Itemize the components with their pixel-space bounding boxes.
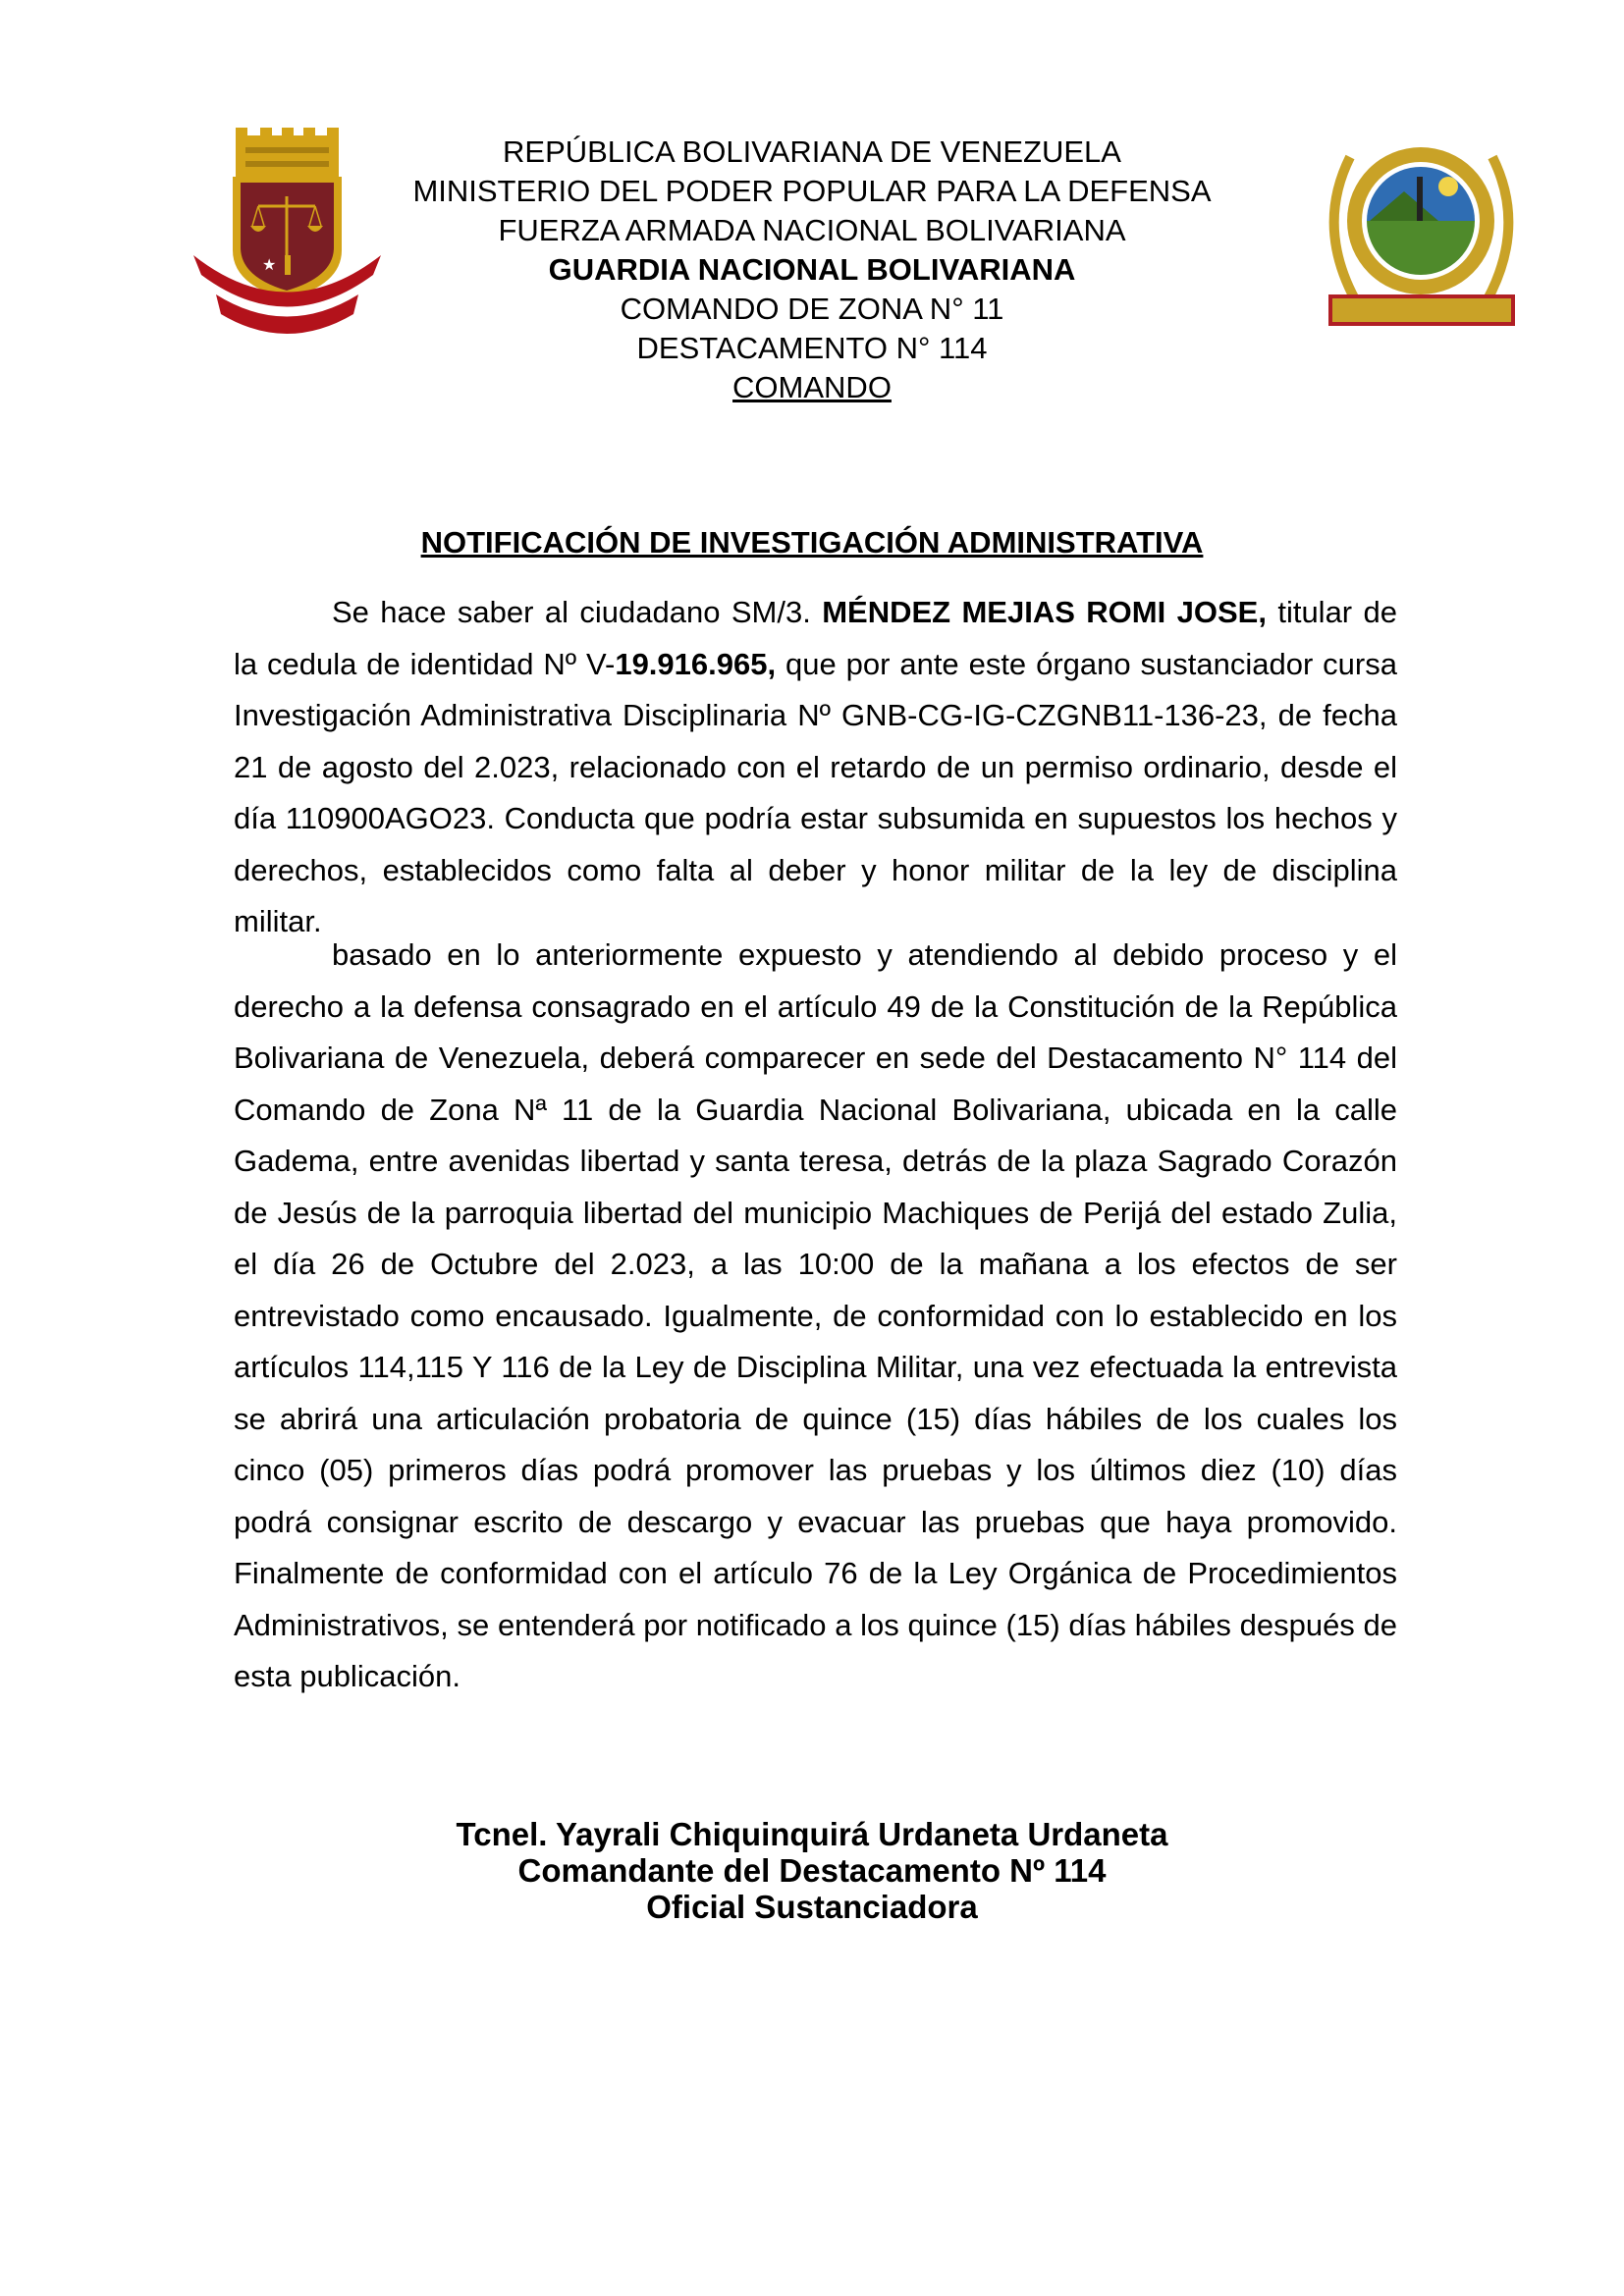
paragraph1-text-b: titular de la cedula de identidad Nº V-	[234, 595, 1398, 681]
paragraph-summons	[234, 930, 1397, 1703]
document-title: NOTIFICACIÓN DE INVESTIGACIÓN ADMINISTRATIVA	[420, 525, 1204, 560]
document-header	[0, 133, 1624, 407]
signatory-role: Comandante del Destacamento Nº 114	[517, 1852, 1107, 1889]
header-line-command: COMANDO	[732, 370, 892, 404]
header-line-armed-force: FUERZA ARMADA NACIONAL BOLIVARIANA	[498, 213, 1126, 247]
citizen-name: MÉNDEZ MEJIAS ROMI JOSE,	[822, 595, 1267, 629]
header-line-republic: REPÚBLICA BOLIVARIANA DE VENEZUELA	[503, 134, 1121, 169]
paragraph2-text: basado en lo anteriormente expuesto y atendiendo al debido proceso y el derecho a la defensa consagrado en el artículo 49 de la Constitución de la República Bolivariana de Venezuela, deberá comparecer en sede del Destacamento N° 114 del Comando de Zona Nª 11 de la Guardia Nacional Bolivariana, ubicada en la calle Gadema, entre avenidas libertad y santa teresa, detrás de la plaza Sagrado Corazón de Jesús de la parroquia libertad del municipio Machiques de Perijá del estado Zulia, el día 26 de Octubre del 2.023, a las 10:00 de la mañana a los efectos de ser entrevistado como encausado. Igualmente, de conformidad con lo establecido en los artículos 114,115 Y 116 de la Ley de Disciplina Militar, una vez efectuada la entrevista se abrirá una articulación probatoria de quince (15) días hábiles de los cuales los cinco (05) primeros días podrá promover las pruebas y los últimos diez (10) días podrá consignar escrito de descargo y evacuar las pruebas que haya promovido. Finalmente de conformidad con el artículo 76 de la Ley Orgánica de Procedimientos Administrativos, se entenderá por notificado a los quince (15) días hábiles después de esta publicación.	[234, 937, 1397, 1693]
header-line-detachment: DESTACAMENTO N° 114	[636, 331, 988, 365]
header-line-guard: GUARDIA NACIONAL BOLIVARIANA	[548, 252, 1076, 287]
svg-text:★: ★	[262, 255, 277, 274]
paragraph1-text-a: Se hace saber al ciudadano SM/3.	[332, 595, 823, 629]
header-line-zone-command: COMANDO DE ZONA N° 11	[620, 292, 1004, 326]
signatory-position: Oficial Sustanciadora	[646, 1889, 978, 1925]
paragraph1-text-c: que por ante este órgano sustanciador cursa Investigación Administrativa Disciplinaria Nº GNB-CG-IG-CZGNB11-136-23, de fecha 21 de agosto del 2.023, relacionado con el retardo de un permiso ordinario, desde el día 110900AGO23. Conducta que podría estar subsumida en supuestos los hechos y derechos, establecidos como falta al deber y honor militar de la ley de disciplina militar.	[234, 646, 1397, 938]
paragraph-notification	[234, 587, 1397, 948]
header-line-ministry: MINISTERIO DEL PODER POPULAR PARA LA DEFENSA	[412, 174, 1212, 208]
id-number: 19.916.965,	[615, 646, 777, 681]
signature-block	[0, 1816, 1624, 1925]
signatory-name: Tcnel. Yayrali Chiquinquirá Urdaneta Urdaneta	[456, 1816, 1168, 1852]
